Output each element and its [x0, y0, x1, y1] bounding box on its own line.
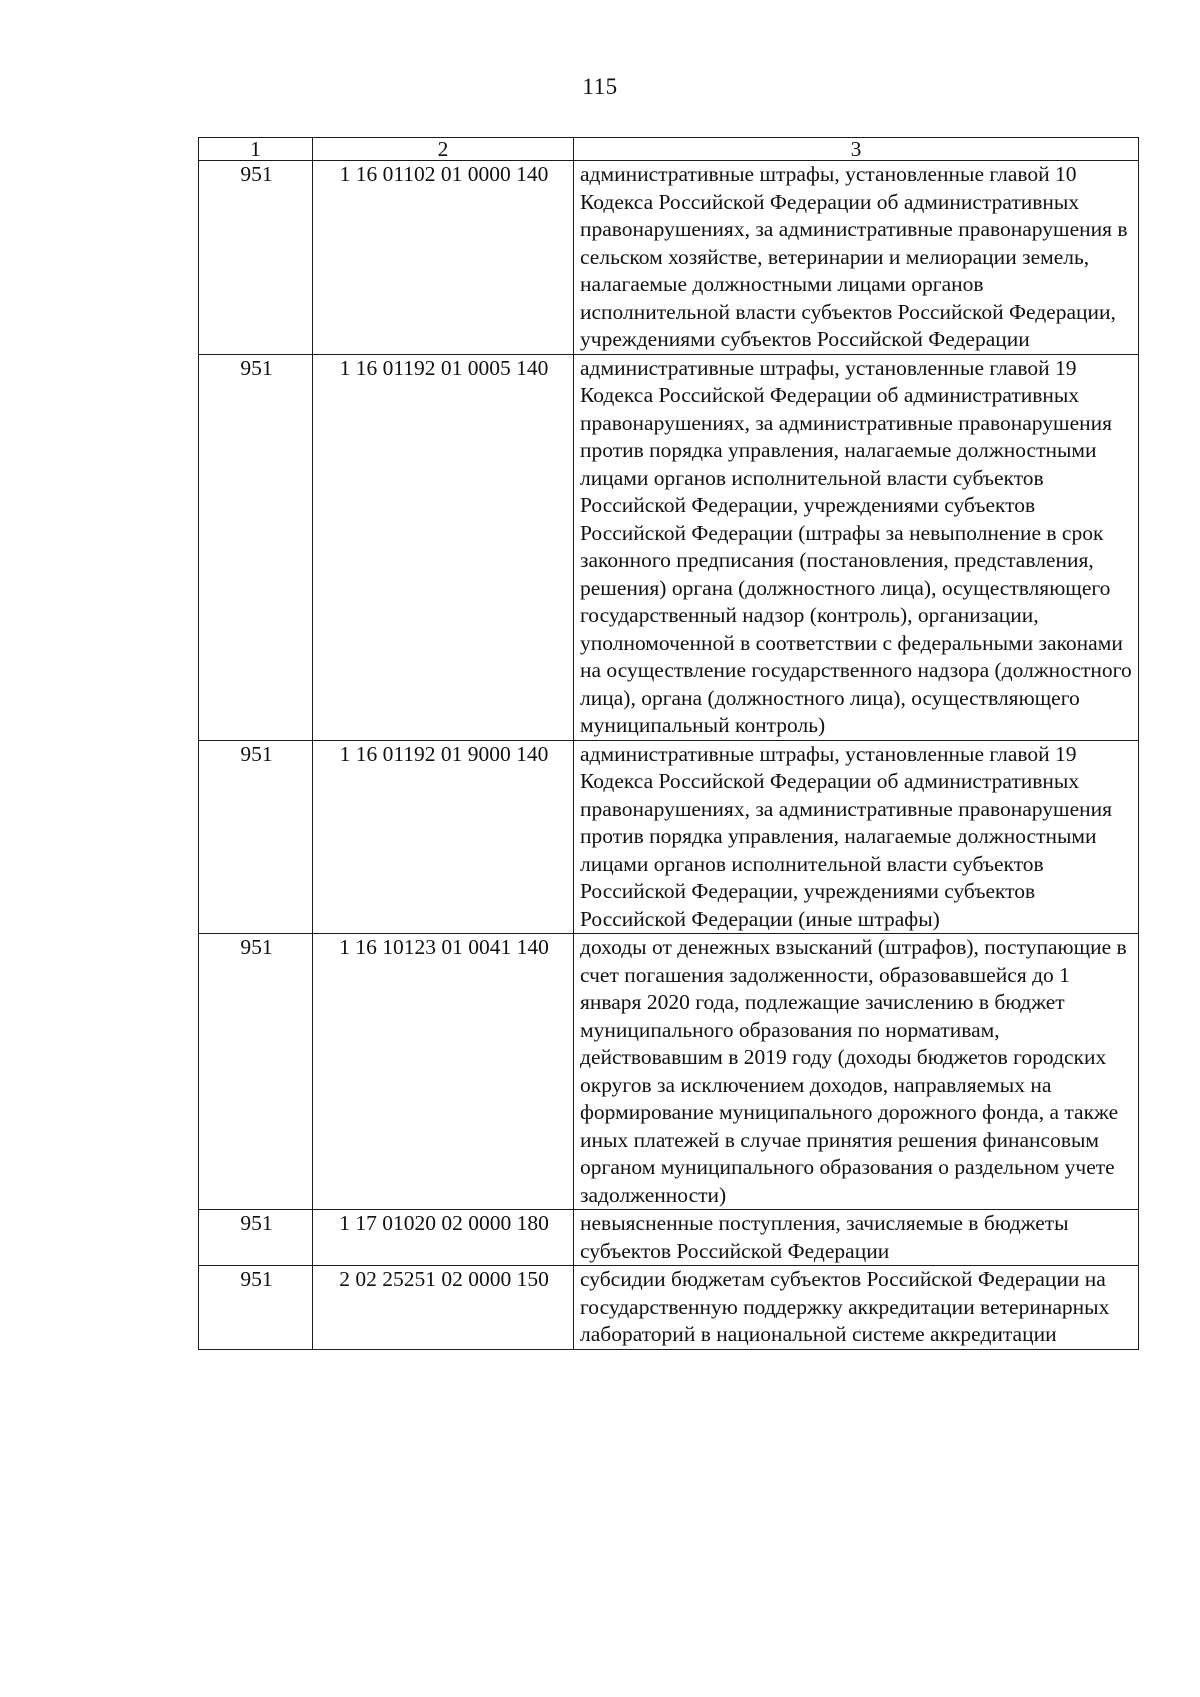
table-row — [199, 1266, 1139, 1350]
budget-code-cell: 1 16 01102 01 0000 140 — [313, 161, 574, 355]
admin-code-cell: 951 — [199, 934, 313, 1210]
column-header-2: 2 — [313, 138, 574, 161]
table-row — [199, 740, 1139, 934]
revenue-name-cell: административные штрафы, установленные главой 19 Кодекса Российской Федерации об административных правонарушениях, за административные правонарушения против порядка управления, налагаемые должностными лицами органов исполнительной власти субъектов Российской Федерации, учреждениями субъектов Российской Федерации (иные штрафы) — [574, 740, 1139, 934]
column-header-1: 1 — [199, 138, 313, 161]
column-header-3: 3 — [574, 138, 1139, 161]
revenue-name-cell: доходы от денежных взысканий (штрафов), поступающие в счет погашения задолженности, образовавшейся до 1 января 2020 года, подлежащие зачислению в бюджет муниципального образования по нормативам, действовавшим в 2019 году (доходы бюджетов городских округов за исключением доходов, направляемых на формирование муниципального дорожного фонда, а также иных платежей в случае принятия решения финансовым органом муниципального образования о раздельном учете задолженности) — [574, 934, 1139, 1210]
revenue-name-cell: невыясненные поступления, зачисляемые в бюджеты субъектов Российской Федерации — [574, 1210, 1139, 1266]
page-number: 115 — [582, 74, 618, 99]
budget-classification-table — [198, 137, 1139, 1350]
admin-code-cell: 951 — [199, 740, 313, 934]
admin-code-cell: 951 — [199, 1266, 313, 1350]
table-header-row — [199, 138, 1139, 161]
table-row — [199, 1210, 1139, 1266]
table-row — [199, 934, 1139, 1210]
admin-code-cell: 951 — [199, 354, 313, 740]
budget-code-cell: 2 02 25251 02 0000 150 — [313, 1266, 574, 1350]
admin-code-cell: 951 — [199, 161, 313, 355]
admin-code-cell: 951 — [199, 1210, 313, 1266]
revenue-name-cell: административные штрафы, установленные главой 10 Кодекса Российской Федерации об административных правонарушениях, за административные правонарушения в сельском хозяйстве, ветеринарии и мелиорации земель, налагаемые должностными лицами органов исполнительной власти субъектов Российской Федерации, учреждениями субъектов Российской Федерации — [574, 161, 1139, 355]
table-row — [199, 161, 1139, 355]
revenue-name-cell: административные штрафы, установленные главой 19 Кодекса Российской Федерации об административных правонарушениях, за административные правонарушения против порядка управления, налагаемые должностными лицами органов исполнительной власти субъектов Российской Федерации, учреждениями субъектов Российской Федерации (штрафы за невыполнение в срок законного предписания (постановления, представления, решения) органа (должностного лица), осуществляющего государственный надзор (контроль), организации, уполномоченной в соответствии с федеральными законами на осуществление государственного надзора (должностного лица), органа (должностного лица), осуществляющего муниципальный контроль) — [574, 354, 1139, 740]
budget-code-cell: 1 16 01192 01 9000 140 — [313, 740, 574, 934]
table-row — [199, 354, 1139, 740]
revenue-name-cell: субсидии бюджетам субъектов Российской Федерации на государственную поддержку аккредитации ветеринарных лабораторий в национальной системе аккредитации — [574, 1266, 1139, 1350]
budget-code-cell: 1 16 10123 01 0041 140 — [313, 934, 574, 1210]
budget-code-cell: 1 16 01192 01 0005 140 — [313, 354, 574, 740]
budget-code-cell: 1 17 01020 02 0000 180 — [313, 1210, 574, 1266]
